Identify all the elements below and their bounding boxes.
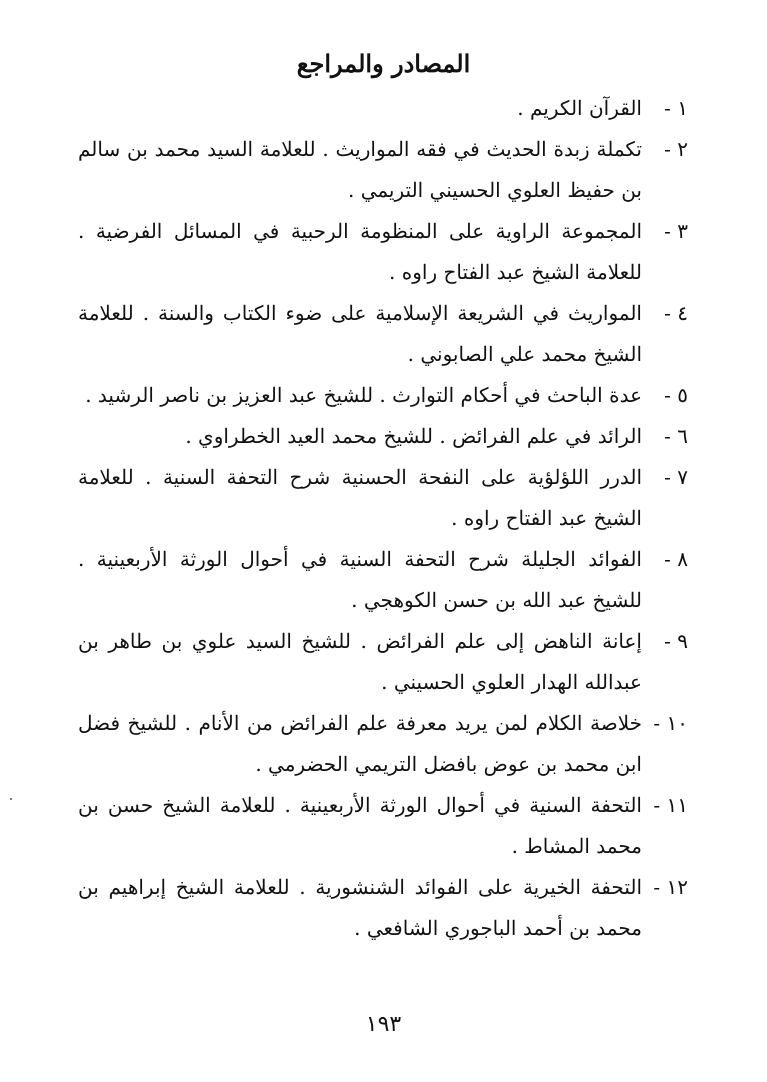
reference-item bbox=[78, 211, 688, 293]
reference-text: الرائد في علم الفرائض . للشيخ محمد العيد الخطراوي . bbox=[185, 424, 642, 448]
reference-text: الفوائد الجليلة شرح التحفة السنية في أحوال الورثة الأربعينية . للشيخ عبد الله بن حسن الكوهجي . bbox=[78, 547, 642, 612]
page-number: ١٩٣ bbox=[365, 1012, 402, 1037]
reference-item bbox=[78, 457, 688, 539]
reference-number: ١ - bbox=[664, 96, 688, 120]
reference-item bbox=[78, 867, 688, 949]
reference-text: القرآن الكريم . bbox=[517, 96, 642, 120]
reference-item bbox=[78, 293, 688, 375]
reference-number: ١٠ - bbox=[653, 711, 688, 735]
reference-text: المواريث في الشريعة الإسلامية على ضوء الكتاب والسنة . للعلامة الشيخ محمد علي الصابوني . bbox=[78, 301, 642, 366]
reference-text: تكملة زبدة الحديث في فقه المواريث . للعلامة السيد محمد بن سالم بن حفيظ العلوي الحسيني التريمي . bbox=[78, 137, 642, 202]
reference-item bbox=[78, 129, 688, 211]
reference-text: التحفة السنية في أحوال الورثة الأربعينية . للعلامة الشيخ حسن بن محمد المشاط . bbox=[78, 793, 642, 858]
reference-number: ٣ - bbox=[664, 219, 688, 243]
reference-item bbox=[78, 785, 688, 867]
reference-item bbox=[78, 703, 688, 785]
references-list bbox=[78, 88, 688, 949]
scan-speck bbox=[10, 798, 12, 800]
page-title: المصادر والمراجع bbox=[296, 49, 471, 78]
reference-item bbox=[78, 539, 688, 621]
reference-number: ٤ - bbox=[664, 301, 688, 325]
reference-number: ١١ - bbox=[653, 793, 688, 817]
reference-text: التحفة الخيرية على الفوائد الشنشورية . للعلامة الشيخ إبراهيم بن محمد بن أحمد الباجوري الشافعي . bbox=[78, 875, 642, 940]
reference-number: ١٢ - bbox=[653, 875, 688, 899]
reference-text: عدة الباحث في أحكام التوارث . للشيخ عبد العزيز بن ناصر الرشيد . bbox=[85, 383, 642, 407]
reference-number: ٦ - bbox=[664, 424, 688, 448]
reference-number: ٧ - bbox=[664, 465, 688, 489]
reference-text: الدرر اللؤلؤية على النفحة الحسنية شرح التحفة السنية . للعلامة الشيخ عبد الفتاح راوه . bbox=[78, 465, 642, 530]
reference-text: المجموعة الراوية على المنظومة الرحبية في المسائل الفرضية . للعلامة الشيخ عبد الفتاح راوه . bbox=[78, 219, 642, 284]
reference-number: ٥ - bbox=[664, 383, 688, 407]
reference-item bbox=[78, 375, 688, 416]
reference-item bbox=[78, 88, 688, 129]
reference-text: إعانة الناهض إلى علم الفرائض . للشيخ السيد علوي بن طاهر بن عبدالله الهدار العلوي الحسيني . bbox=[78, 629, 642, 694]
reference-text: خلاصة الكلام لمن يريد معرفة علم الفرائض من الأنام . للشيخ فضل ابن محمد بن عوض بافضل التريمي الحضرمي . bbox=[78, 711, 642, 776]
reference-item bbox=[78, 621, 688, 703]
reference-number: ٢ - bbox=[664, 137, 688, 161]
reference-item bbox=[78, 416, 688, 457]
reference-number: ٨ - bbox=[664, 547, 688, 571]
reference-number: ٩ - bbox=[664, 629, 688, 653]
